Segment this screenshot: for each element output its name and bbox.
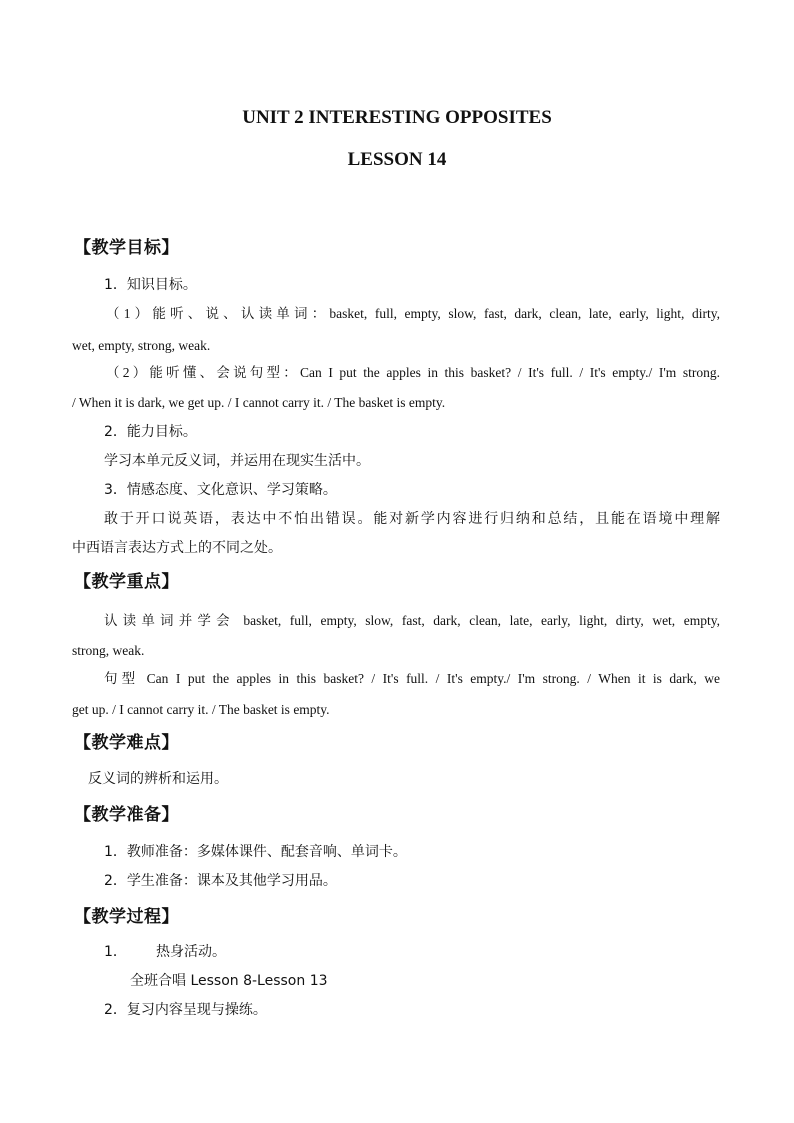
goal-1-knowledge: 1．知识目标。 xyxy=(104,277,197,293)
process-item-2: 2．复习内容呈现与操练。 xyxy=(104,1002,267,1018)
goal-3-text-line2: 中西语言表达方式上的不同之处。 xyxy=(72,540,282,556)
keypoints-words-line2: strong, weak. xyxy=(72,643,145,658)
goal-3-attitude: 3．情感态度、文化意识、学习策略。 xyxy=(104,482,337,498)
section-heading-goals: 【教学目标】 xyxy=(74,238,179,258)
goal-2-text: 学习本单元反义词，并运用在现实生活中。 xyxy=(104,453,370,469)
section-heading-preparation: 【教学准备】 xyxy=(74,805,179,825)
preparation-teacher: 1．教师准备：多媒体课件、配套音响、单词卡。 xyxy=(104,844,407,860)
keypoints-sentences-line1: 句型 Can I put the apples in this basket? / It's full. / It's empty./ I'm strong. / When it is dark, we xyxy=(104,671,720,686)
process-item-1-number: 1． xyxy=(104,944,127,960)
process-item-1-text: 热身活动。 xyxy=(156,944,226,960)
preparation-student: 2．学生准备：课本及其他学习用品。 xyxy=(104,873,337,889)
difficulties-text: 反义词的辨析和运用。 xyxy=(88,771,228,787)
unit-title: UNIT 2 INTERESTING OPPOSITES xyxy=(242,107,552,128)
keypoints-sentences-line2: get up. / I cannot carry it. / The basket is empty. xyxy=(72,702,330,717)
section-heading-keypoints: 【教学重点】 xyxy=(74,572,179,592)
keypoints-words-line1: 认读单词并学会 basket, full, empty, slow, fast, dark, clean, late, early, light, dirty, wet, empty, xyxy=(104,613,720,628)
goal-2-ability: 2．能力目标。 xyxy=(104,424,197,440)
goal-3-text-line1: 敢于开口说英语，表达中不怕出错误。能对新学内容进行归纳和总结，且能在语境中理解 xyxy=(104,511,720,527)
section-heading-process: 【教学过程】 xyxy=(74,907,179,927)
process-item-1-sub: 全班合唱 Lesson 8-Lesson 13 xyxy=(130,973,328,989)
goal-1-2-sentences-line1: （2）能听懂、会说句型：Can I put the apples in this basket? / It's full. / It's empty./ I'm strong. xyxy=(106,365,720,380)
lesson-title: LESSON 14 xyxy=(347,149,447,170)
goal-1-2-sentences-line2: / When it is dark, we get up. / I cannot carry it. / The basket is empty. xyxy=(72,395,446,410)
goal-1-1-words-line2: wet, empty, strong, weak. xyxy=(72,338,211,353)
goal-1-1-words-line1: （1）能听、说、认读单词：basket, full, empty, slow, fast, dark, clean, late, early, light, dirty, xyxy=(106,306,720,321)
section-heading-difficulties: 【教学难点】 xyxy=(74,733,179,753)
